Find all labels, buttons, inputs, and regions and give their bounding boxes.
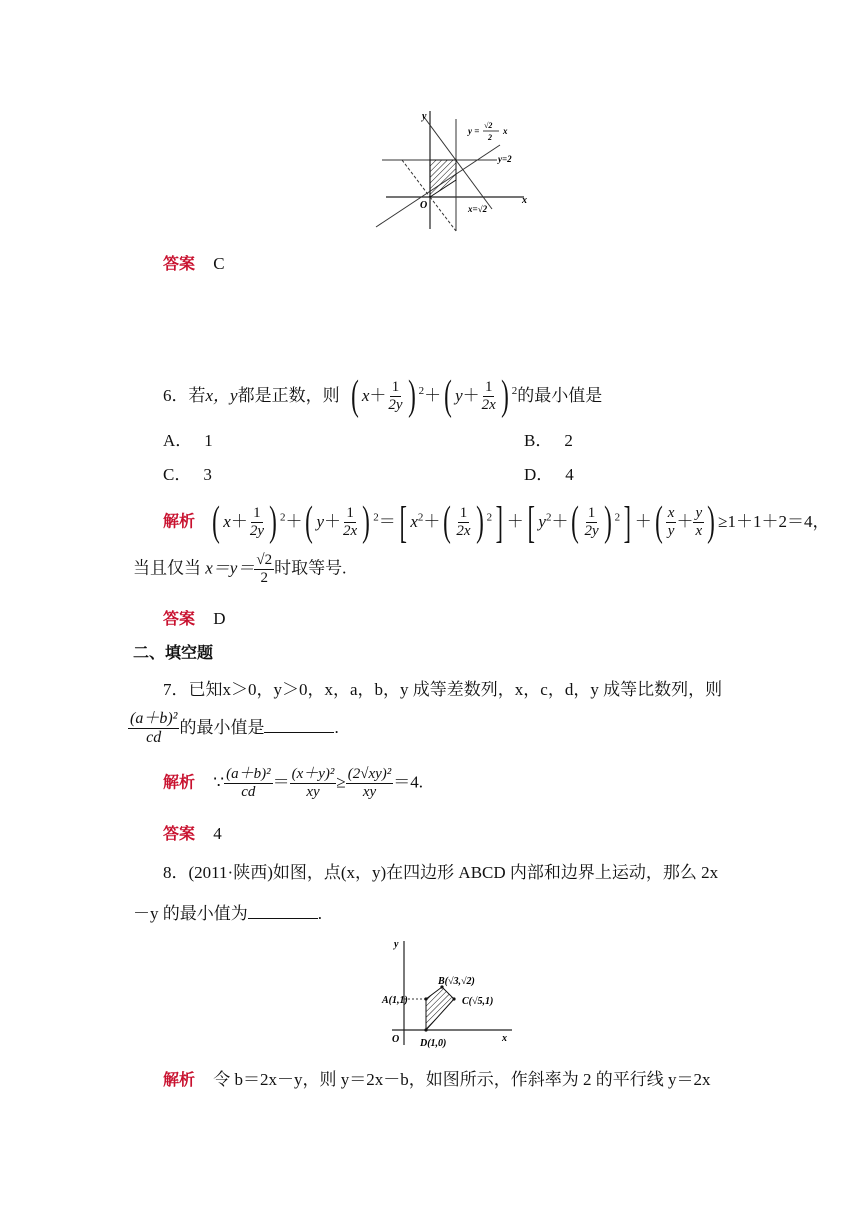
fig2-point-a-label: A(1,1) [382, 995, 408, 1006]
q6-stem: 6．若x，y都是正数，则 ( x＋ $\frac{1}{2y}$ ) $^2$＋( y＋ $\frac{1}{2x}$ ) $^2$的最小值是 [163, 373, 603, 419]
q6-analysis-label: 解析 [163, 511, 196, 531]
q6-stem-prefix: 6．若 [163, 385, 206, 405]
q7-answer-label: 答案 [163, 824, 196, 843]
q8-stem-line1: 8．(2011·陕西)如图，点(x，y)在四边形 ABCD 内部和边界上运动，那么 2x [163, 863, 719, 882]
q7-f1-den: cd [241, 784, 256, 801]
q6-answer-label: 答案 [163, 609, 196, 628]
q7-frac-num: (a＋b)² [128, 710, 179, 729]
q8-stem-line2 [133, 904, 322, 922]
q6-stem-vars: x，y [205, 385, 238, 405]
fig1-y-label: y [422, 111, 427, 122]
q6-option-a-key: A． [163, 431, 193, 450]
q6-option-b-key: B． [524, 431, 553, 450]
fig1-x-label: x [522, 195, 527, 206]
q6-analysis-line2-den: 2 [260, 570, 268, 587]
q7-stem-suffix: 的最小值是 [179, 717, 265, 737]
fig1-line-sqrt-label: y = [468, 126, 480, 136]
q7-analysis-label: 解析 [163, 772, 196, 792]
fig1-y2-label: y=2 [498, 154, 512, 164]
fig1-origin-label: O [420, 200, 428, 211]
figure-quadrilateral-abcd [378, 935, 518, 1051]
q6-option-c-key: C． [163, 465, 192, 484]
q6-option-a-value: 1 [204, 431, 213, 450]
q6-analysis-line2-eq: x＝y＝ [205, 558, 255, 578]
q7-f3-den: xy [362, 784, 377, 801]
fig2-origin-label: O [392, 1034, 400, 1045]
fig2-point-c-label: C(√5,1) [462, 996, 494, 1007]
q6-option-b [524, 432, 573, 449]
q6-option-d-key: D． [524, 465, 554, 484]
fig1-line-sqrt-x: x [503, 126, 508, 136]
q6-option-c [163, 466, 212, 483]
q7-frac-den: cd [146, 729, 162, 747]
q6-option-c-value: 3 [203, 465, 212, 484]
section-title-fill-blank: 二、填空题 [133, 643, 214, 662]
figure-feasible-region [372, 105, 532, 233]
q8-stem-prefix: －y 的最小值为 [133, 904, 248, 923]
q7-analysis: 解析 ∵ $\frac{\text{(a＋b)²}}{cd}$ ＝ $\frac{\text{(x＋y)²}}{xy}$ ≥ $\frac{\text{(2√xy)²}}{xy}$ ＝4. [163, 766, 424, 801]
fig2-x-label: x [502, 1033, 507, 1044]
fig2-point-d-label: D(1,0) [420, 1038, 447, 1049]
q6-analysis-line2-num: √2 [254, 552, 274, 570]
q6-option-d [524, 466, 574, 483]
q7-result: ＝4. [393, 772, 424, 792]
q7-because: ∵ [213, 772, 225, 792]
fig2-y-label: y [394, 939, 399, 950]
q7-f2-num: (x＋y)² [290, 766, 337, 784]
q6-analysis-result: ≥1＋1＋2＝4， [718, 511, 830, 531]
q7-f3-num: (2√xy)² [346, 766, 394, 784]
q7-stem-line1: 7．已知x＞0，y＞0，x，a，b，y 成等差数列，x，c，d，y 成等比数列，则 [163, 680, 723, 699]
q8-analysis [163, 1071, 711, 1088]
q8-analysis-text: 令 b＝2x－y，则 y＝2x－b，如图所示，作斜率为 2 的平行线 y＝2x [213, 1070, 711, 1089]
q7-answer-value: 4 [213, 824, 222, 843]
q6-analysis: 解析 ( x＋ $\frac{1}{2y}$ ) $^2$＋( y＋ $\frac{1}{2x}$ ) $^2$＝[ $x^2+$( $\frac{1}{2x}$ ) $^2$] ＋[ $y^2+$( $\frac{1}{2y}$ ) $^2$] ＋( $\frac{x}{y}$ ＋ $\frac{y}{x}$ ) ≥1＋1＋2＝4， [163, 498, 830, 547]
fig2-point-b-label: B(√3,√2) [438, 976, 475, 987]
q6-stem-mid: 都是正数，则 [237, 385, 340, 405]
q8-analysis-label: 解析 [163, 1070, 196, 1089]
q6-analysis-line2-suffix: 时取等号. [274, 558, 347, 578]
q8-answer-blank[interactable] [248, 904, 318, 919]
q7-f2-den: xy [306, 784, 320, 801]
q6-stem-suffix: 的最小值是 [517, 385, 603, 405]
q7-stem-end: . [334, 717, 339, 737]
q6-analysis-line2 [133, 552, 346, 588]
q6-answer-value: D [213, 609, 226, 628]
fig1-line-sqrt-den: 2 [488, 133, 492, 142]
fig1-line-sqrt-num: √2 [484, 121, 493, 130]
q6-analysis-line2-prefix: 当且仅当 [133, 558, 201, 578]
fig1-xsqrt2-label: x=√2 [468, 204, 488, 214]
q5-answer-value: C [213, 254, 225, 273]
q8-stem-end: . [317, 904, 322, 923]
q7-f1-num: (a＋b)² [224, 766, 273, 784]
q6-option-b-value: 2 [564, 431, 573, 450]
q7-stem-line2 [128, 710, 339, 748]
q5-answer-label: 答案 [163, 254, 196, 273]
q6-option-d-value: 4 [565, 465, 574, 484]
q7-answer-blank[interactable] [264, 718, 334, 733]
q6-option-a [163, 432, 213, 449]
